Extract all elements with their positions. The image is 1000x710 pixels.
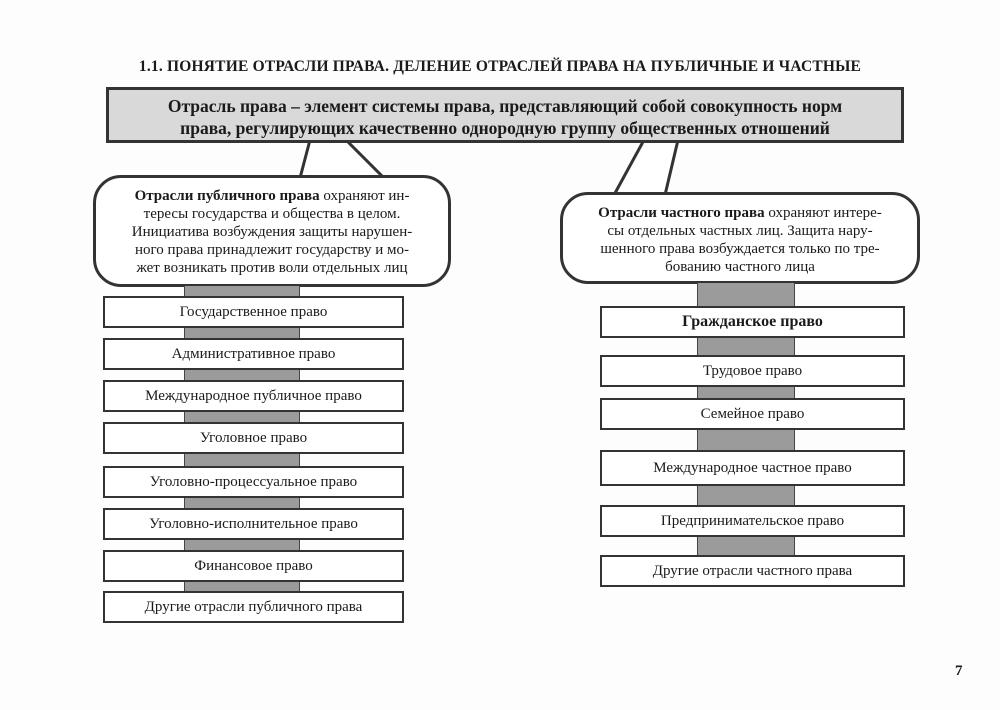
private-item [600, 355, 905, 387]
private-item-label: Семейное право [700, 405, 805, 422]
public-item-label: Уголовное право [199, 429, 308, 446]
private-item-label: Предпринимательское право [660, 512, 845, 529]
public-item [103, 338, 404, 370]
public-bubble-text-2: тересы государства и общества в целом. [143, 206, 401, 222]
public-item-label: Другие отрасли публичного права [144, 598, 363, 615]
public-law-bubble [93, 175, 451, 287]
definition-line-2: права, регулирующих качественно однородную группу общественных отношений [180, 118, 830, 138]
private-bubble-text-1: охраняют интере- [764, 205, 882, 221]
public-bubble-text-3: Инициатива возбуждения защиты нарушен- [131, 224, 413, 240]
public-item-label: Уголовно-исполнительное право [149, 515, 358, 532]
public-item-label: Международное публичное право [145, 387, 362, 404]
private-item-main [600, 306, 905, 338]
definition-line-1: Отрасль права – элемент системы права, представляющий собой совокупность норм [167, 96, 843, 116]
public-item [103, 550, 404, 582]
public-item-label: Финансовое право [194, 557, 313, 574]
private-bubble-pointer [614, 140, 678, 195]
public-item-label: Уголовно-процессуальное право [149, 473, 358, 490]
private-item [600, 555, 905, 587]
public-item-label: Административное право [171, 345, 336, 362]
private-law-bubble [560, 192, 920, 284]
definition-box [106, 87, 904, 143]
public-item [103, 591, 404, 623]
public-item [103, 380, 404, 412]
private-bubble-title: Отрасли частного права [598, 205, 765, 221]
private-item [600, 450, 905, 486]
private-bubble-text-3: шенного права возбуждается только по тре- [600, 241, 880, 257]
page-number: 7 [955, 663, 963, 679]
public-item [103, 422, 404, 454]
public-bubble-text-4: ного права принадлежит государству и мо- [135, 242, 409, 258]
private-bubble-text-4: бованию частного лица [665, 259, 815, 275]
public-bubble-title: Отрасли публичного права [134, 188, 320, 204]
public-item [103, 466, 404, 498]
public-bubble-pointer [300, 140, 384, 178]
private-item [600, 398, 905, 430]
private-item-label: Международное частное право [653, 459, 852, 476]
public-item [103, 296, 404, 328]
private-item-label: Другие отрасли частного права [652, 562, 853, 579]
public-bubble-text-5: жет возникать против воли отдельных лиц [136, 260, 408, 276]
private-item-label: Гражданское право [682, 313, 823, 330]
private-item-label: Трудовое право [702, 362, 803, 379]
public-item [103, 508, 404, 540]
page-heading: 1.1. ПОНЯТИЕ ОТРАСЛИ ПРАВА. ДЕЛЕНИЕ ОТРАСЛЕЙ ПРАВА НА ПУБЛИЧНЫЕ И ЧАСТНЫЕ [138, 58, 862, 75]
public-item-label: Государственное право [179, 303, 328, 320]
private-item [600, 505, 905, 537]
private-bubble-text-2: сы отдельных частных лиц. Защита нару- [607, 223, 873, 239]
public-bubble-text-1: охраняют ин- [319, 188, 410, 204]
